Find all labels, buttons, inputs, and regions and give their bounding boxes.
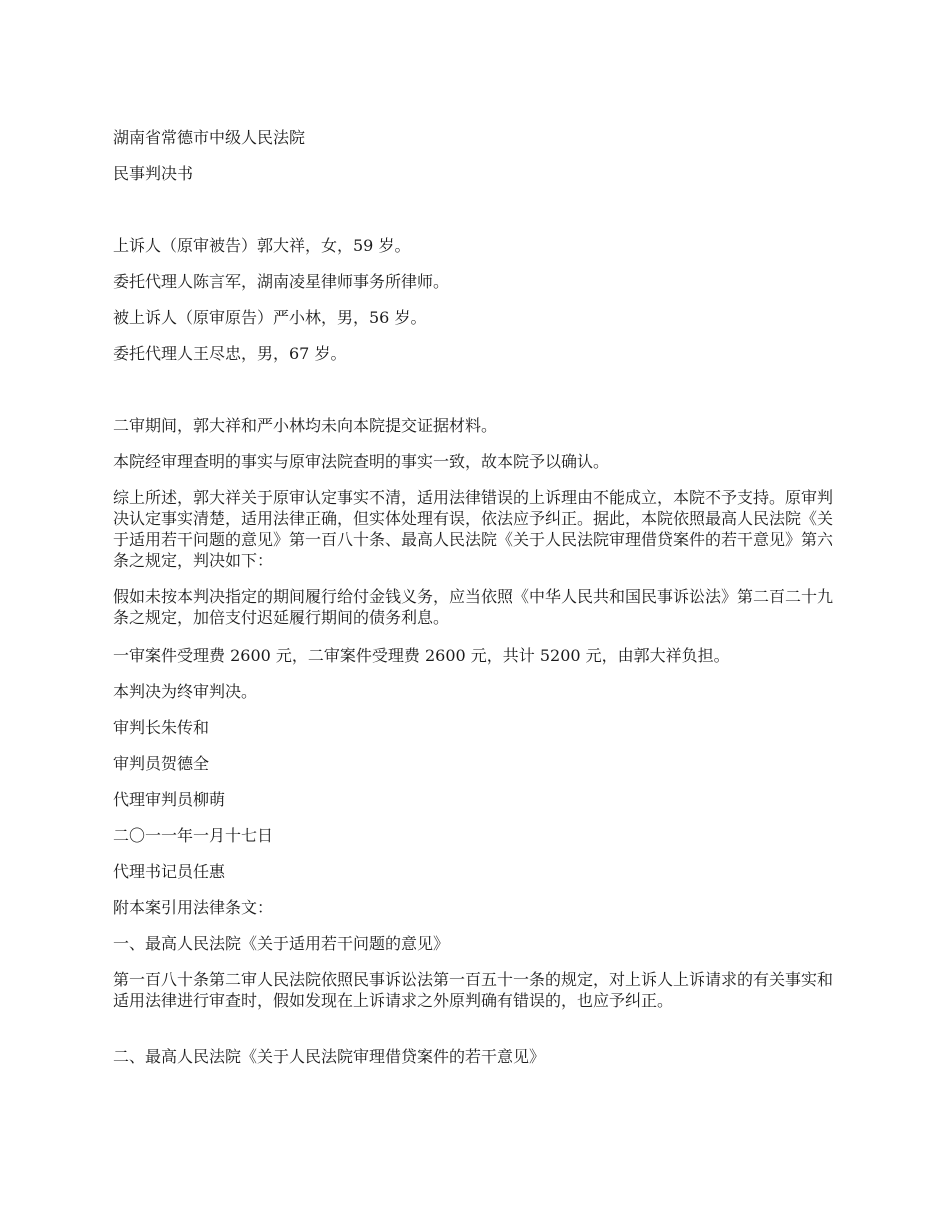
paragraph-facts: 本院经审理查明的事实与原审法院查明的事实一致，故本院予以确认。 bbox=[113, 452, 610, 471]
judgment-date: 二〇一一年一月十七日 bbox=[113, 826, 274, 845]
court-name: 湖南省常德市中级人民法院 bbox=[113, 128, 306, 147]
party-appellee: 被上诉人（原审原告）严小林，男，56 岁。 bbox=[113, 308, 427, 327]
party-appellant-agent: 委托代理人陈言军，湖南凌星律师事务所律师。 bbox=[113, 272, 450, 291]
party-appellant: 上诉人（原审被告）郭大祥，女，59 岁。 bbox=[113, 236, 411, 255]
paragraph-final: 本判决为终审判决。 bbox=[113, 682, 258, 701]
appendix-heading: 附本案引用法律条文： bbox=[113, 898, 274, 917]
appendix-item2-title: 二、最高人民法院《关于人民法院审理借贷案件的若干意见》 bbox=[113, 1047, 546, 1066]
paragraph-conclusion: 综上所述，郭大祥关于原审认定事实不清，适用法律错误的上诉理由不能成立，本院不予支持。原审判决认定事实清楚，适用法律正确，但实体处理有误，依法应予纠正。据此，本院依照最高人民法院《关于适用若干问题的意见》第一百八十条、最高人民法院《关于人民法院审理借贷案件的若干意见》第六条之规定，判决如下： bbox=[113, 488, 834, 570]
appendix-item1-text: 第一百八十条第二审人民法院依照民事诉讼法第一百五十一条的规定，对上诉人上诉请求的有关事实和适用法律进行审查时，假如发现在上诉请求之外原判确有错误的，也应予纠正。 bbox=[113, 970, 834, 1010]
signature-acting-judge: 代理审判员柳萌 bbox=[113, 790, 226, 809]
paragraph-interest: 假如未按本判决指定的期间履行给付金钱义务，应当依照《中华人民共和国民事诉讼法》第二百二十九条之规定，加倍支付迟延履行期间的债务利息。 bbox=[113, 587, 834, 627]
appendix-item1-title: 一、最高人民法院《关于适用若干问题的意见》 bbox=[113, 934, 450, 953]
signature-presiding-judge: 审判长朱传和 bbox=[113, 718, 210, 737]
party-appellee-agent: 委托代理人王尽忠，男，67 岁。 bbox=[113, 344, 347, 363]
paragraph-fees: 一审案件受理费 2600 元，二审案件受理费 2600 元，共计 5200 元，由郭大祥负担。 bbox=[113, 646, 730, 665]
paragraph-evidence: 二审期间，郭大祥和严小林均未向本院提交证据材料。 bbox=[113, 416, 498, 435]
signature-judge: 审判员贺德全 bbox=[113, 754, 210, 773]
document-type: 民事判决书 bbox=[113, 164, 194, 183]
signature-clerk: 代理书记员任惠 bbox=[113, 862, 226, 881]
